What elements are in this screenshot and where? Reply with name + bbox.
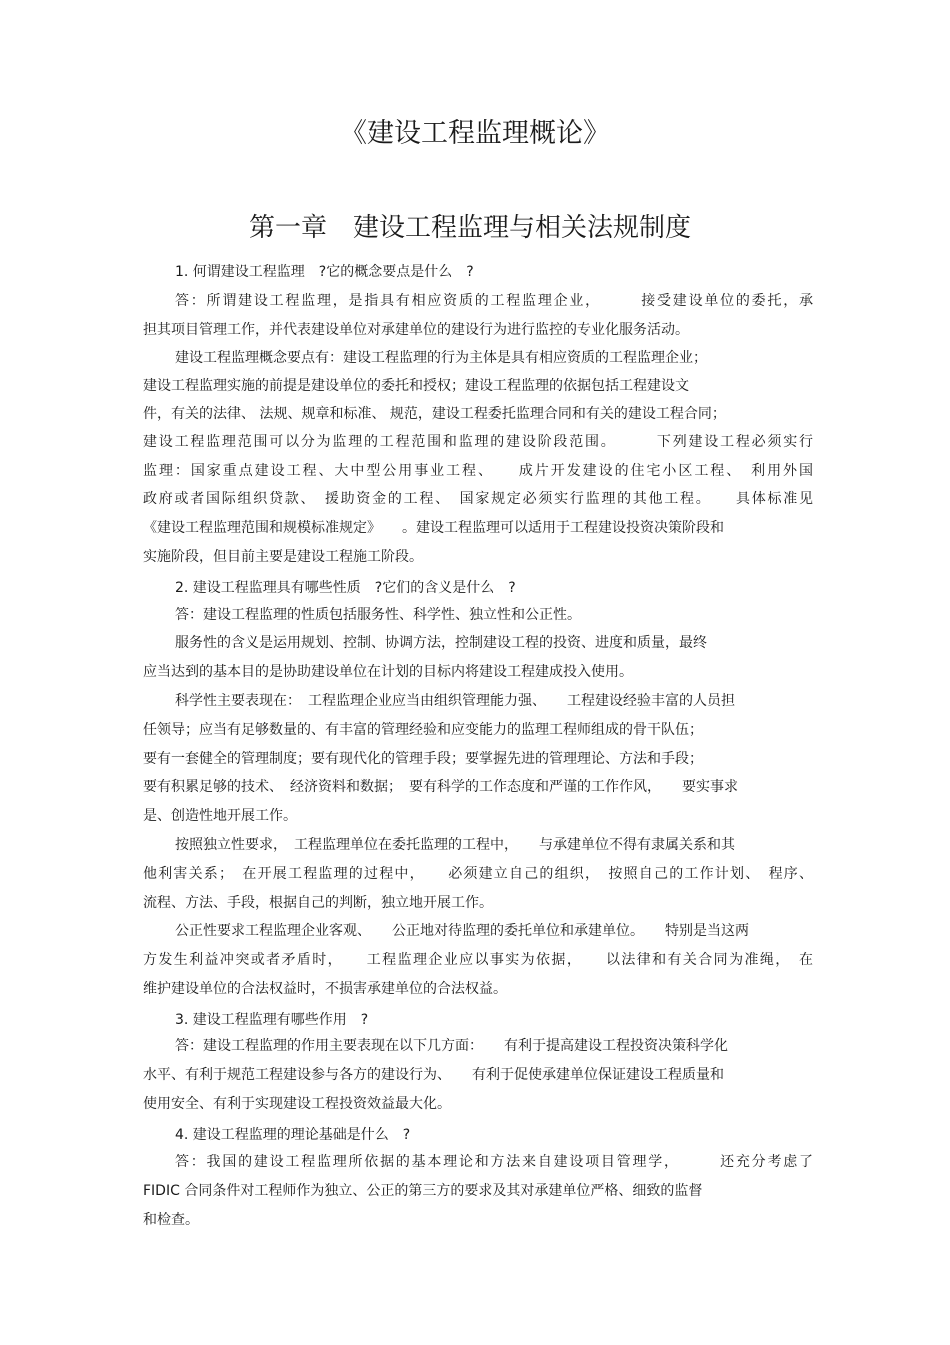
paragraph-line: 科学性主要表现在： 工程监理企业应当由组织管理能力强、 工程建设经验丰富的人员担 — [175, 693, 735, 709]
paragraph-line: 方发生利益冲突或者矛盾时， 工程监理企业应以事实为依据， 以法律和有关合同为准绳， 在 — [143, 952, 813, 968]
document-title: 《建设工程监理概论》 — [340, 118, 610, 149]
chapter-heading: 第一章 建设工程监理与相关法规制度 — [248, 213, 691, 243]
paragraph-line: 建设工程监理实施的前提是建设单位的委托和授权；建设工程监理的依据包括工程建设文 — [143, 378, 689, 394]
paragraph-line: 应当达到的基本目的是协助建设单位在计划的目标内将建设工程建成投入使用。 — [143, 664, 633, 680]
paragraph-line: FIDIC 合同条件对工程师作为独立、公正的第三方的要求及其对承建单位严格、细致的监督 — [143, 1183, 703, 1199]
question-2: 2. 建设工程监理具有哪些性质 ?它们的含义是什么 ? — [175, 580, 516, 596]
paragraph-line: 他利害关系； 在开展工程监理的过程中， 必须建立自己的组织， 按照自己的工作计划、 程序、 — [143, 866, 813, 882]
paragraph-line: 维护建设单位的合法权益时，不损害承建单位的合法权益。 — [143, 981, 507, 997]
paragraph-line: 公正性要求工程监理企业客观、 公正地对待监理的委托单位和承建单位。 特别是当这两 — [175, 923, 749, 939]
paragraph-line: 实施阶段，但目前主要是建设工程施工阶段。 — [143, 549, 423, 565]
paragraph-line: 是、创造性地开展工作。 — [143, 808, 297, 824]
paragraph-line: 答：我国的建设工程监理所依据的基本理论和方法来自建设项目管理学， 还充分考虑了 — [175, 1154, 813, 1170]
paragraph-line: 担其项目管理工作，并代表建设单位对承建单位的建设行为进行监控的专业化服务活动。 — [143, 322, 689, 338]
question-3: 3. 建设工程监理有哪些作用 ? — [175, 1012, 369, 1028]
paragraph-line: 《建设工程监理范围和规模标准规定》 。建设工程监理可以适用于工程建设投资决策阶段和 — [143, 520, 724, 536]
paragraph-line: 答：建设工程监理的作用主要表现在以下几方面： 有利于提高建设工程投资决策科学化 — [175, 1038, 728, 1054]
paragraph-line: 件，有关的法律、 法规、规章和标准、 规范，建设工程委托监理合同和有关的建设工程合同； — [143, 406, 726, 422]
paragraph-line: 和检查。 — [143, 1212, 199, 1228]
paragraph-line: 答：建设工程监理的性质包括服务性、科学性、独立性和公正性。 — [175, 607, 581, 623]
paragraph-line: 建设工程监理概念要点有：建设工程监理的行为主体是具有相应资质的工程监理企业； — [175, 350, 707, 366]
paragraph-line: 服务性的含义是运用规划、控制、协调方法，控制建设工程的投资、进度和质量，最终 — [175, 635, 707, 651]
paragraph-line: 使用安全、有利于实现建设工程投资效益最大化。 — [143, 1096, 451, 1112]
paragraph-line: 流程、方法、手段，根据自己的判断，独立地开展工作。 — [143, 895, 493, 911]
question-4: 4. 建设工程监理的理论基础是什么 ? — [175, 1127, 411, 1143]
paragraph-line: 任领导；应当有足够数量的、有丰富的管理经验和应变能力的监理工程师组成的骨干队伍； — [143, 722, 703, 738]
paragraph-line: 要有一套健全的管理制度；要有现代化的管理手段；要掌握先进的管理理论、方法和手段； — [143, 751, 703, 767]
paragraph-line: 监理：国家重点建设工程、大中型公用事业工程、 成片开发建设的住宅小区工程、 利用外国 — [143, 463, 813, 479]
paragraph-line: 政府或者国际组织贷款、 援助资金的工程、 国家规定必须实行监理的其他工程。 具体标准见 — [143, 491, 813, 507]
paragraph-line: 按照独立性要求， 工程监理单位在委托监理的工程中， 与承建单位不得有隶属关系和其 — [175, 837, 735, 853]
question-1: 1. 何谓建设工程监理 ?它的概念要点是什么 ? — [175, 264, 474, 280]
paragraph-line: 水平、有利于规范工程建设参与各方的建设行为、 有利于促使承建单位保证建设工程质量和 — [143, 1067, 724, 1083]
paragraph-line: 答：所谓建设工程监理，是指具有相应资质的工程监理企业， 接受建设单位的委托，承 — [175, 293, 813, 309]
paragraph-line: 要有积累足够的技术、 经济资料和数据； 要有科学的工作态度和严谨的工作作风， 要实事求 — [143, 779, 738, 795]
paragraph-line: 建设工程监理范围可以分为监理的工程范围和监理的建设阶段范围。 下列建设工程必须实行 — [143, 434, 813, 450]
